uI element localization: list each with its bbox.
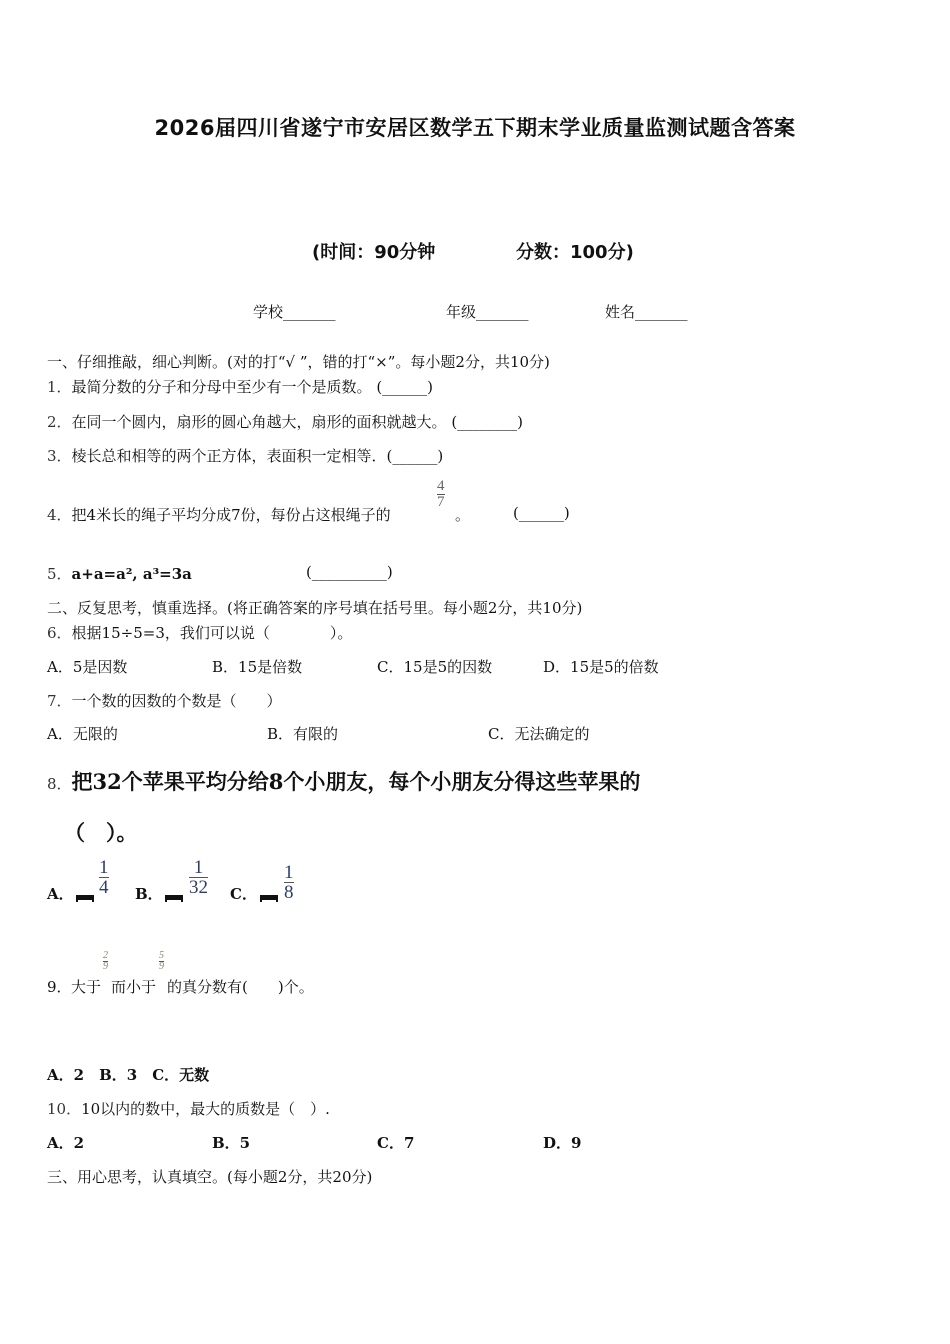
question-4-blank: (______) [513,504,570,522]
exam-score: 分数：100分) [516,242,634,263]
option-b: B．5 [212,1134,251,1152]
option-c: C．15是5的因数 [377,658,493,676]
question-text: 根据15÷5=3，我们可以说（ ）。 [71,624,353,642]
option-b: B．15是倍数 [212,658,303,676]
question-number: 6． [47,624,72,642]
question-text: a+a=a², a³=3a [71,565,192,583]
question-number: 4． [47,506,72,524]
question-9-options: A．2 B．3 C．无数 [47,1066,210,1084]
page-title: 2026届四川省遂宁市安居区数学五下期末学业质量监测试题含答案 [154,116,796,140]
section-2-heading: 二、反复思考，慎重选择。(将正确答案的序号填在括号里。每小题2分，共10分) [47,599,583,617]
question-9-part-3: 的真分数有( )个。 [167,978,314,996]
question-5-blank: (__________) [306,563,393,581]
numerator: 2 [103,950,108,961]
fraction-1-8 [284,863,294,902]
section-3-heading: 三、用心思考，认真填空。(每小题2分，共20分) [47,1168,373,1186]
option-a-label: A． [47,885,74,903]
question-8-blank: （ ）。 [64,820,138,845]
option-a: A．无限的 [47,725,118,743]
question-3 [47,445,443,466]
denominator: 4 [99,877,109,898]
question-number: 5． [47,565,72,583]
question-text: 10以内的数中，最大的质数是（ ）. [81,1100,330,1118]
question-4 [47,504,391,525]
question-number: 7． [47,692,72,710]
answer-bracket-icon [260,895,278,902]
fraction-4-7 [437,479,445,510]
question-4-tail: 。 [455,506,471,524]
question-number: 2． [47,413,72,431]
fraction-1-32 [189,858,208,897]
option-d: D．9 [543,1134,582,1152]
numerator: 4 [437,478,445,494]
question-text: 把32个苹果平均分给8个小朋友，每个小朋友分得这些苹果的 [71,769,641,794]
option-c-label: C． [230,885,257,903]
denominator: 7 [437,494,445,510]
exam-time: (时间：90分钟 [312,242,436,263]
name-field: 姓名_______ [605,303,688,321]
denominator: 9 [103,961,108,972]
option-a: A．2 [47,1134,85,1152]
option-c: C．7 [377,1134,415,1152]
numerator: 1 [99,857,109,878]
fraction-1-4 [99,858,109,897]
question-number: 10． [47,1100,82,1118]
denominator: 8 [284,882,294,903]
question-text: 最简分数的分子和分母中至少有一个是质数。 (______) [71,378,434,396]
question-6 [47,622,352,643]
option-b: B．有限的 [267,725,339,743]
fraction-5-9 [159,951,164,972]
school-field: 学校_______ [253,303,336,321]
option-c: C．无法确定的 [488,725,590,743]
answer-bracket-icon [165,895,183,902]
option-d: D．15是5的倍数 [543,658,659,676]
question-10 [47,1098,330,1119]
question-1 [47,376,433,397]
question-5 [47,563,192,584]
question-2 [47,411,523,432]
denominator: 9 [159,961,164,972]
question-9-part-2: 而小于 [111,978,157,996]
question-8 [47,766,640,796]
question-text: 棱长总和相等的两个正方体，表面积一定相等．(______) [71,447,444,465]
denominator: 32 [189,877,208,898]
question-text: 把4米长的绳子平均分成7份，每份占这根绳子的 [71,506,391,524]
grade-field: 年级_______ [446,303,529,321]
question-7 [47,690,282,711]
question-text: 在同一个圆内，扇形的圆心角越大，扇形的面积就越大。 (________) [71,413,524,431]
numerator: 1 [284,862,294,883]
question-number: 8． [47,775,72,793]
section-1-heading: 一、仔细推敲，细心判断。(对的打“√ ”，错的打“×”。每小题2分，共10分) [47,353,550,371]
question-number: 1． [47,378,72,396]
fraction-2-9 [103,951,108,972]
answer-bracket-icon [76,895,94,902]
numerator: 5 [159,950,164,961]
question-9-part-1: 大于 [71,978,102,996]
question-text: 一个数的因数的个数是（ ） [71,692,282,710]
option-a: A．5是因数 [47,658,128,676]
numerator: 1 [193,857,204,878]
question-number: 3． [47,447,72,465]
question-9-number: 9． [47,978,72,996]
option-b-label: B． [135,885,163,903]
